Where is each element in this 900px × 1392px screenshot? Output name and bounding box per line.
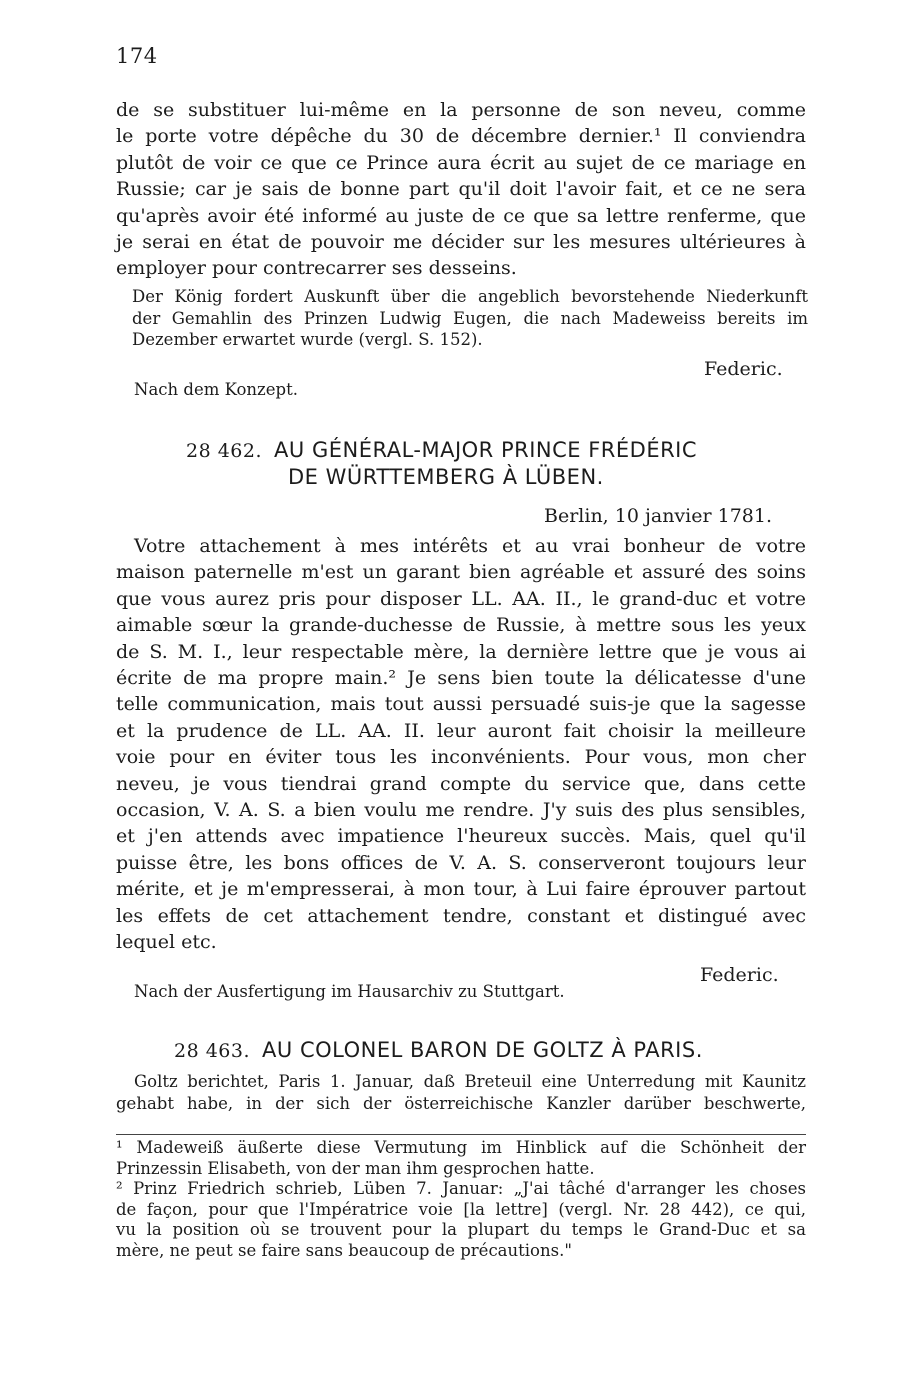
text-line: Votre attachement à mes intérêts et au vrai bonheur de votre <box>134 535 806 557</box>
text-line: je serai en état de pouvoir me décider sur les mesures ultérieures à <box>116 231 806 254</box>
footnote-line: Prinzessin Elisabeth, von der man ihm gesprochen hatte. <box>116 1158 595 1178</box>
text-line: et j'en attends avec impatience l'heureux succès. Mais, quel qu'il <box>116 825 806 848</box>
letter-note <box>116 1071 806 1114</box>
footnote-line: ² Prinz Friedrich schrieb, Lüben 7. Januar: „J'ai tâché d'arranger les choses <box>116 1179 806 1198</box>
letter-heading <box>174 1038 703 1062</box>
note-line: gehabt habe, in der sich der österreichische Kanzler darüber beschwerte, <box>116 1093 806 1113</box>
note-line: der Gemahlin des Prinzen Ludwig Eugen, die nach Madeweiss bereits im <box>132 308 808 328</box>
footnote-line: ¹ Madeweiß äußerte diese Vermutung im Hinblick auf die Schönheit der <box>116 1138 806 1157</box>
footnote-line: de façon, pour que l'Impératrice voie [la lettre] (vergl. Nr. 28 442), ce qui, <box>116 1199 806 1219</box>
text-line: lequel etc. <box>116 931 217 954</box>
text-line: mérite, et je m'empresserai, à mon tour, à Lui faire éprouver partout <box>116 878 806 901</box>
text-line: le porte votre dépêche du 30 de décembre dernier.¹ Il conviendra <box>116 125 806 148</box>
footnote-divider <box>116 1134 806 1135</box>
previous-letter-note <box>132 286 808 351</box>
letter-heading <box>186 438 697 462</box>
text-line: aimable sœur la grande-duchesse de Russie, à mettre sous les yeux <box>116 614 806 637</box>
text-line: employer pour contrecarrer ses desseins. <box>116 257 517 280</box>
dateline: Berlin, 10 janvier 1781. <box>544 505 772 527</box>
page-number: 174 <box>116 44 158 68</box>
text-line: plutôt de voir ce que ce Prince aura écrit au sujet de ce mariage en <box>116 151 806 174</box>
text-line: maison paternelle m'est un garant bien agréable et assuré des soins <box>116 561 806 584</box>
note-line: Dezember erwartet wurde (vergl. S. 152). <box>132 330 483 349</box>
note-line: Der König fordert Auskunft über die angeblich bevorstehende Niederkunft <box>132 287 808 306</box>
signature: Federic. <box>700 964 779 986</box>
text-line: qu'après avoir été informé au juste de ce que sa lettre renferme, que <box>116 204 806 227</box>
heading-line: AU GÉNÉRAL-MAJOR PRINCE FRÉDÉRIC <box>274 438 698 462</box>
text-line: et la prudence de LL. AA. II. leur auront fait choisir la meilleure <box>116 719 806 742</box>
footnotes <box>116 1138 806 1261</box>
signature: Federic. <box>704 358 783 380</box>
text-line: voie pour en éviter tous les inconvénients. Pour vous, mon cher <box>116 746 806 769</box>
text-line: les effets de cet attachement tendre, constant et distingué avec <box>116 904 806 927</box>
letter-heading-line2: DE WÜRTTEMBERG À LÜBEN. <box>288 465 604 489</box>
text-line: de S. M. I., leur respectable mère, la dernière lettre que je vous ai <box>116 640 806 663</box>
text-line: puisse être, les bons offices de V. A. S. conserveront toujours leur <box>116 851 806 874</box>
source-note: Nach dem Konzept. <box>134 380 298 399</box>
footnote-line: vu la position où se trouvent pour la plupart du temps le Grand-Duc et sa <box>116 1220 806 1239</box>
text-line: Russie; car je sais de bonne part qu'il doit l'avoir fait, et ce ne sera <box>116 178 806 201</box>
letter-body <box>116 533 806 956</box>
text-line: neveu, je vous tiendrai grand compte du service que, dans cette <box>116 772 806 795</box>
previous-letter-body <box>116 97 806 282</box>
footnote-line: mère, ne peut se faire sans beaucoup de précautions." <box>116 1240 572 1260</box>
source-note: Nach der Ausfertigung im Hausarchiv zu Stuttgart. <box>134 982 565 1001</box>
text-line: de se substituer lui-même en la personne de son neveu, comme <box>116 99 806 121</box>
heading-line: AU COLONEL BARON DE GOLTZ À PARIS. <box>262 1038 703 1062</box>
letter-number: 28 463. <box>174 1040 251 1062</box>
text-line: que vous aurez pris pour disposer LL. AA. II., le grand-duc et votre <box>116 587 806 610</box>
text-line: occasion, V. A. S. a bien voulu me rendre. J'y suis des plus sensibles, <box>116 799 806 822</box>
text-line: écrite de ma propre main.² Je sens bien toute la délicatesse d'une <box>116 667 806 690</box>
note-line: Goltz berichtet, Paris 1. Januar, daß Breteuil eine Unterredung mit Kaunitz <box>134 1072 806 1091</box>
text-line: telle communication, mais tout aussi persuadé suis-je que la sagesse <box>116 693 806 716</box>
letter-number: 28 462. <box>186 440 263 462</box>
